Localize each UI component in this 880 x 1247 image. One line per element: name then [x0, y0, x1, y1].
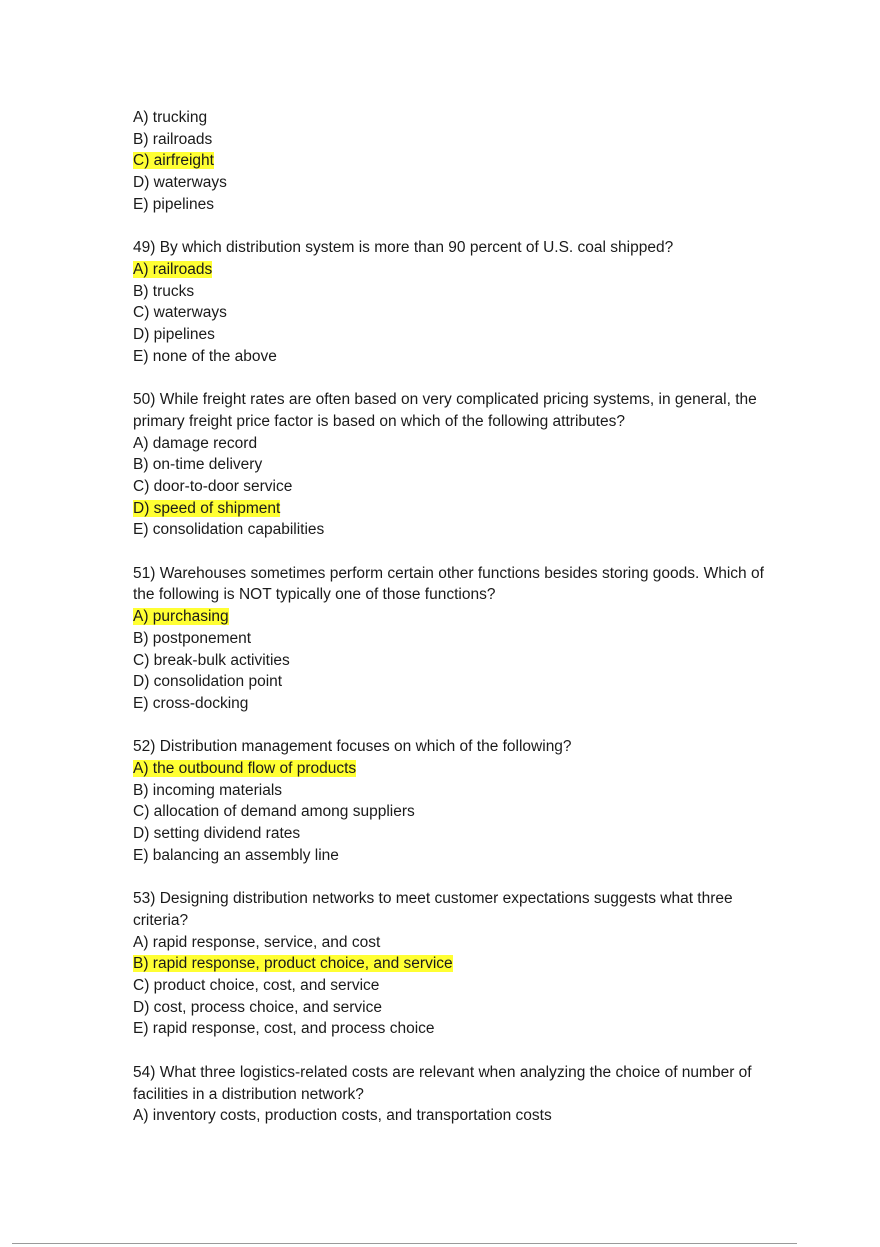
answer-option-correct: A) railroads — [133, 260, 213, 278]
answer-option: C) waterways — [133, 304, 227, 322]
answer-option: A) damage record — [133, 434, 258, 452]
answer-option: C) break-bulk activities — [133, 651, 290, 669]
answer-option: A) inventory costs, production costs, and transportation costs — [133, 1107, 552, 1125]
answer-option: B) postponement — [133, 629, 252, 647]
question-49 — [133, 237, 783, 367]
answer-option: D) pipelines — [133, 326, 215, 344]
answer-option: D) setting dividend rates — [133, 825, 301, 843]
top-options-block — [133, 107, 783, 216]
footer-divider — [12, 1243, 797, 1244]
answer-option-correct: A) purchasing — [133, 608, 229, 626]
answer-option: D) consolidation point — [133, 673, 283, 691]
question-54 — [133, 1062, 783, 1127]
answer-option: C) allocation of demand among suppliers — [133, 803, 415, 821]
question-text: 49) By which distribution system is more than 90 percent of U.S. coal shipped? — [133, 239, 674, 257]
answer-option: C) door-to-door service — [133, 477, 293, 495]
answer-option-correct: C) airfreight — [133, 152, 214, 170]
question-text: 51) Warehouses sometimes perform certain other functions besides storing goods. Which of the following is NOT typically one of those functions? — [133, 564, 764, 604]
answer-option-correct: A) the outbound flow of products — [133, 760, 357, 778]
question-text: 53) Designing distribution networks to meet customer expectations suggests what three criteria? — [133, 890, 733, 929]
answer-option: C) product choice, cost, and service — [133, 977, 380, 995]
answer-option: E) consolidation capabilities — [133, 521, 325, 539]
answer-option-correct: B) rapid response, product choice, and service — [133, 955, 453, 973]
answer-option-correct: D) speed of shipment — [133, 499, 281, 517]
question-text: 50) While freight rates are often based on very complicated pricing systems, in general, the primary freight price factor is based on which of the following attributes? — [133, 391, 757, 430]
answer-option: B) trucks — [133, 282, 195, 300]
answer-option: E) cross-docking — [133, 694, 249, 712]
answer-option: E) none of the above — [133, 347, 277, 365]
answer-option: B) on-time delivery — [133, 456, 263, 474]
question-50 — [133, 389, 783, 541]
question-51 — [133, 563, 783, 715]
answer-option: E) balancing an assembly line — [133, 846, 339, 864]
answer-option: A) rapid response, service, and cost — [133, 933, 381, 951]
question-53 — [133, 888, 783, 1040]
answer-option: E) pipelines — [133, 195, 214, 213]
answer-option: B) incoming materials — [133, 781, 283, 799]
answer-option: B) railroads — [133, 130, 213, 148]
answer-option: D) cost, process choice, and service — [133, 998, 382, 1016]
answer-option: D) waterways — [133, 174, 227, 192]
question-text: 54) What three logistics-related costs are relevant when analyzing the choice of number of facilities in a distribution network? — [133, 1063, 752, 1103]
question-text: 52) Distribution management focuses on which of the following? — [133, 738, 572, 756]
page-content — [133, 107, 783, 1149]
question-52 — [133, 736, 783, 866]
answer-option: E) rapid response, cost, and process choice — [133, 1020, 435, 1038]
answer-option: A) trucking — [133, 109, 208, 126]
